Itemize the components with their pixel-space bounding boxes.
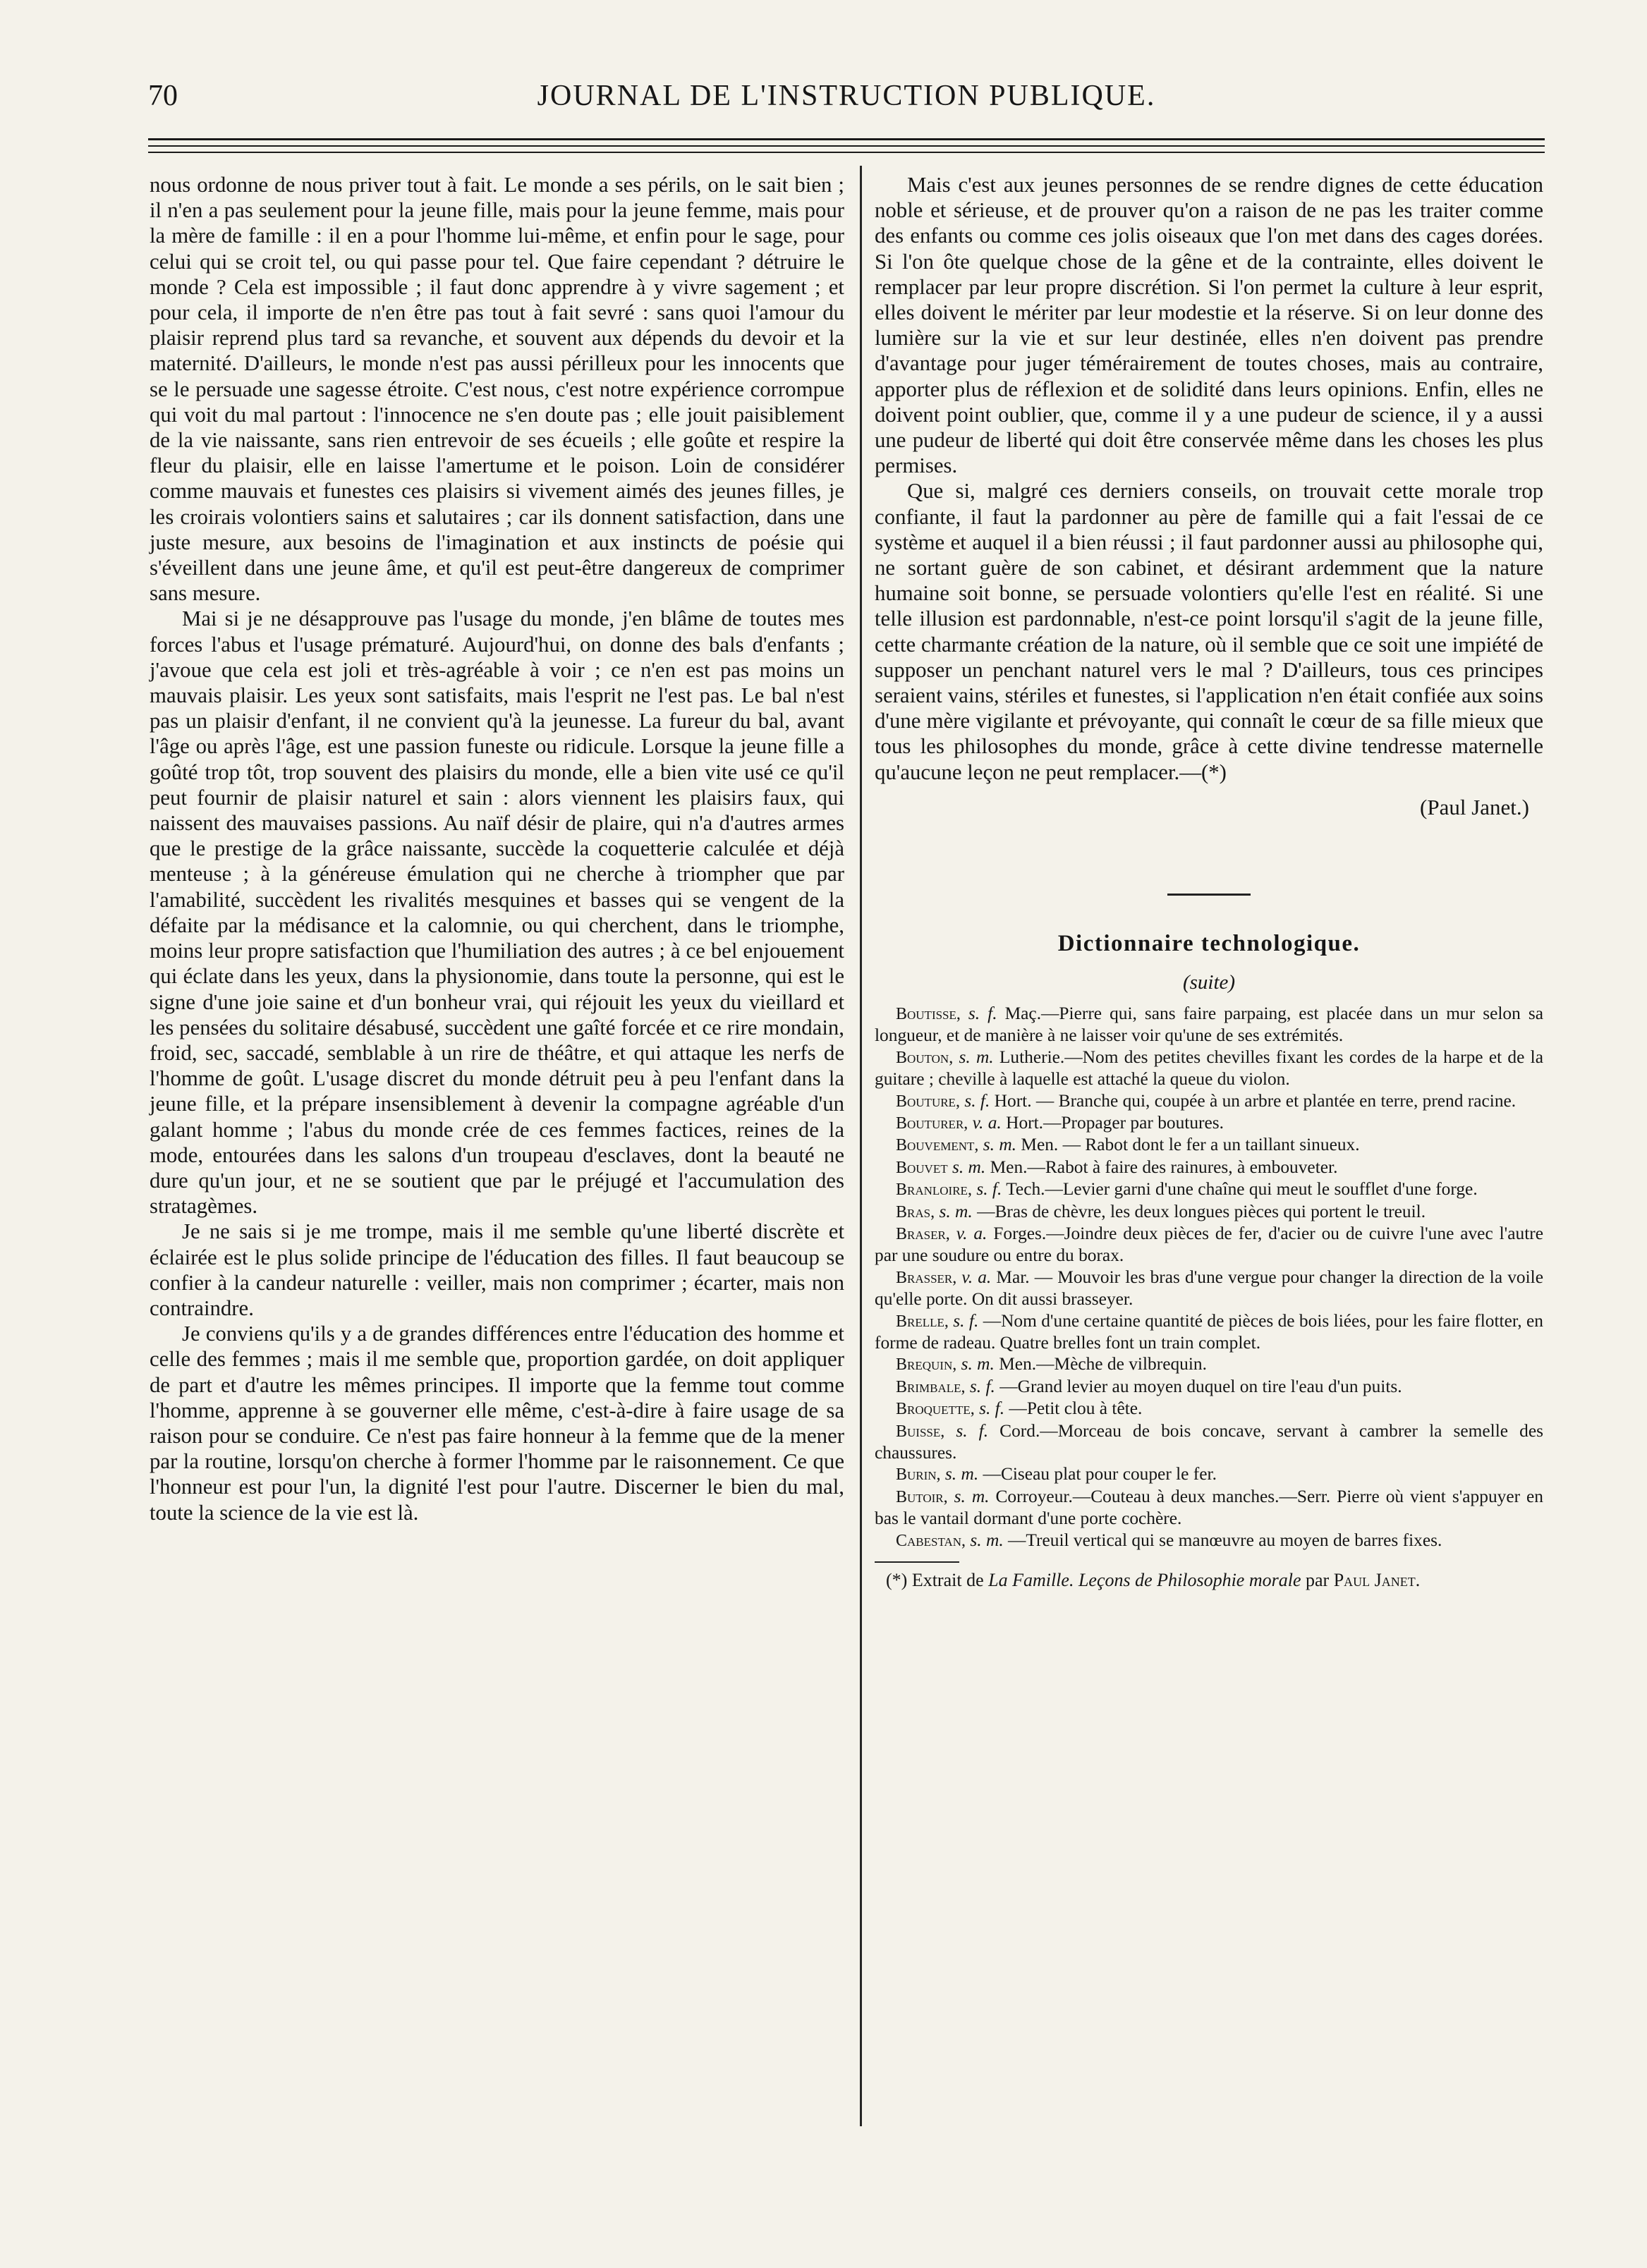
dictionary-entry [875, 1463, 1543, 1485]
section-separator [1167, 894, 1251, 896]
entry-grammar: s. m. [983, 1135, 1017, 1155]
entry-term: Bras, [896, 1202, 935, 1221]
header-rule [148, 152, 1545, 153]
dictionary-entry [875, 1420, 1543, 1464]
dictionary-entries [875, 1003, 1543, 1551]
entry-definition: Maç.—Pierre qui, sans faire parpaing, est placée dans un mur selon sa longueur, et de manière à ne laisser voir qu'une de ses extrémités. [875, 1003, 1543, 1046]
page-header [148, 79, 1545, 121]
paragraph: Mais c'est aux jeunes personnes de se rendre dignes de cette éducation noble et sérieuse, et de prouver qu'on a raison de ne pas les traiter comme des enfants ou comme ces jolis oiseaux que l'on met dans des cages dorées. Si l'on ôte quelque chose de la gêne et de la contrainte, elles doivent le remplacer par leur propre discrétion. Si l'on permet la culture à leur esprit, elles doivent le mériter par leur modestie et la réserve. Si on leur donne des lumière sur la vie et sur leur destinée, elles n'en doivent pas prendre d'avantage pour juger témérairement de toutes choses, mais au contraire, apporter plus de réflexion et de solidité dans leurs opinions. Enfin, elles ne doivent point oublier, que, comme il y a une pudeur de science, il y a aussi une pudeur de liberté qui doit être conservée même dans les choses les plus permises. [875, 173, 1543, 478]
entry-definition: Mar. — Mouvoir les bras d'une vergue pour changer la direction de la voile qu'elle porte. On dit aussi brasseyer. [875, 1267, 1543, 1310]
dictionary-subtitle: (suite) [1182, 970, 1236, 994]
entry-grammar: s. m. [959, 1047, 994, 1067]
entry-definition: Men.—Mèche de vilbrequin. [999, 1354, 1207, 1374]
paragraph: nous ordonne de nous priver tout à fait. Le monde a ses périls, on le sait bien ; il n'en a pas seulement pour la jeune fille, mais pour la jeune femme, mais pour la mère de famille : il en a pour l'homme lui-même, et enfin pour le sage, pour celui qui se croit tel, ou qui passe pour tel. Que faire cependant ? détruire le monde ? Cela est impossible ; il faut donc apprendre à y vivre sagement ; et pour cela, il importe de n'en être pas tout à fait sevré : sans quoi l'amour du plaisir reprend plus tard sa revanche, et souvent aux dépends du devoir et la maternité. D'ailleurs, le monde n'est pas aussi périlleux pour les innocents que se le persuade une sagesse étroite. C'est nous, c'est notre expérience corrompue qui voit du mal partout : l'innocence ne s'en doute pas ; elle jouit paisiblement de la vie naissante, sans rien entrevoir de ses écueils ; elle goûte et respire la fleur du plaisir, elle en laisse l'amertume et le poison. Loin de considérer comme mauvais et funestes ces plaisirs si vivement aimés des jeunes filles, je les croirais volontiers sains et salutaires ; car ils donnent satisfaction, dans une juste mesure, aux besoins de l'imagination et aux instincts de poésie qui s'éveillent dans une jeune âme, et qu'il est peut-être dangereux de comprimer sans mesure. [150, 173, 844, 606]
entry-definition: Hort.—Propager par boutures. [1006, 1112, 1224, 1133]
entry-definition: Tech.—Levier garni d'une chaîne qui meut le soufflet d'une forge. [1006, 1179, 1478, 1200]
dictionary-entry [875, 1486, 1543, 1530]
entry-definition: —Nom d'une certaine quantité de pièces de bois liées, pour les faire flotter, en forme de radeau. Quatre brelles font un train complet. [875, 1310, 1543, 1353]
entry-term: Bouturer, [896, 1114, 968, 1133]
dictionary-entry [875, 1530, 1543, 1551]
footnote-work: La Famille. Leçons de Philosophie morale [988, 1570, 1301, 1591]
dictionary-entry [875, 1201, 1543, 1223]
entry-grammar: s. m. [954, 1486, 990, 1506]
entry-grammar: v. a. [972, 1112, 1002, 1133]
entry-grammar: s. f. [979, 1398, 1005, 1419]
entry-grammar: s. m. [961, 1354, 995, 1374]
entry-definition: Men. — Rabot dont le fer a un taillant sinueux. [1021, 1135, 1360, 1155]
paragraph: Que si, malgré ces derniers conseils, on trouvait cette morale trop confiante, il faut la pardonner au père de famille qui a fait l'essai de ce système et auquel il a bien réussi ; il faut pardonner aussi au philosophe qui, ne sortant guère de son cabinet, et désirant ardemment que la nature humaine soit bonne, se persuade volontiers qu'elle l'est en réalité. Si une telle illusion est pardonnable, n'est-ce point lorsqu'il s'agit de la jeune fille, cette charmante création de la nature, où il semble que ce soit une impiété de supposer un penchant naturel vers le mal ? D'ailleurs, tous ces principes seraient vains, stériles et funestes, si l'application n'en était confiée aux soins d'une mère vigilante et prévoyante, qui connaît le cœur de sa fille mieux que tous les philosophes du monde, grâce à cette divine tendresse maternelle qu'aucune leçon ne peut remplacer.—(*) [875, 479, 1543, 784]
entry-term: Braser, [896, 1224, 950, 1243]
entry-term: Bouture, [896, 1092, 960, 1111]
dictionary-entry [875, 1398, 1543, 1420]
paragraph: Mai si je ne désapprouve pas l'usage du monde, j'en blâme de toutes mes forces l'abus et l'usage prématuré. Aujourd'hui, on donne des bals d'enfants ; j'avoue que cela est joli et très-agréable à voir ; ce n'en est pas moins un mauvais plaisir. Les yeux sont satisfaits, mais l'esprit ne l'est pas. Le bal n'est pas un plaisir d'enfant, il ne convient qu'à la jeunesse. La fureur du bal, avant l'âge ou après l'âge, est une passion funeste ou ridicule. Lorsque la jeune fille a goûté trop tôt, trop souvent des plaisirs du monde, elle a bien vite usé ce qu'il peut fournir de plaisir naturel et sain : alors viennent les plaisirs faux, qui naissent des mauvaises passions. Au naïf désir de plaire, qui n'a d'autres armes que le prestige de la grâce naissante, succède la coquetterie calculée et déjà menteuse ; à la généreuse émulation qui ne cherche à triompher que par l'amabilité, succèdent les rivalités mesquines et basses qui se vengent de la défaite par la médisance et la calomnie, ou qui cherchent, dans le triomphe, moins leur propre satisfaction que l'humiliation des autres ; à ce bel enjouement qui éclate dans les yeux, dans la physionomie, dans toute la personne, qui est le signe d'une joie saine et d'un bonheur vrai, qui réjouit les yeux du vieillard et les pensées du solitaire désabusé, succèdent une gaîté forcée et ce rire mondain, froid, sec, saccadé, semblable à un rire de théâtre, et qui attaque les nerfs de l'homme de goût. L'usage discret du monde détruit peu à peu l'enfant dans la jeune fille, et la prépare insensiblement à devenir la compagne agréable d'un galant homme ; l'abus du monde crée de ces femmes factices, reines de la mode, entourées dans les salons d'un troupeau d'esclaves, dont la beauté ne dure qu'un jour, et ne se soutient que par le préjugé et l'accumulation des stratagèmes. [150, 606, 844, 1219]
entry-definition: Forges.—Joindre deux pièces de fer, d'acier ou de cuivre l'une avec l'autre par une soudure ou entre du borax. [875, 1223, 1543, 1266]
entry-grammar: v. a. [956, 1223, 987, 1243]
entry-term: Brelle, [896, 1312, 949, 1331]
footnote [875, 1570, 1543, 1591]
entry-definition: —Petit clou à tête. [1009, 1398, 1143, 1419]
right-column [875, 172, 1543, 1591]
header-rule [148, 145, 1545, 147]
entry-term: Brasser, [896, 1268, 957, 1287]
dictionary-entry [875, 1376, 1543, 1398]
dictionary-entry [875, 1003, 1543, 1047]
paragraph: Je conviens qu'ils y a de grandes différences entre l'éducation des homme et celle des femmes ; mais il me semble que, proportion gardée, on doit appliquer de part et d'autre les mêmes principes. Il importe que la femme tout comme l'homme, apprenne à se gouverner elle même, c'est-à-dire à faire usage de sa raison pour se conduire. Ce n'est pas faire honneur à la femme que de la mener par la routine, lorsqu'on cherche à former l'homme par le raisonnement. Ce que l'honneur est pour l'un, la dignité l'est pour l'autre. Discerner le bien du mal, toute la science de la vie est là. [150, 1322, 844, 1525]
entry-grammar: s. f. [968, 1003, 997, 1023]
entry-grammar: s. f. [964, 1090, 990, 1111]
entry-definition: Cord.—Morceau de bois concave, servant à cambrer la semelle des chaussures. [875, 1420, 1543, 1463]
entry-term: Burin, [896, 1465, 941, 1484]
running-title: JOURNAL DE L'INSTRUCTION PUBLIQUE. [537, 80, 1156, 112]
entry-grammar: s. m. [939, 1201, 973, 1221]
dictionary-entry [875, 1112, 1543, 1134]
footnote-prefix: (*) Extrait de [886, 1570, 984, 1591]
footnote-by: par [1306, 1570, 1330, 1591]
left-column [150, 172, 844, 1525]
entry-grammar: s. f. [956, 1420, 989, 1441]
entry-definition: —Bras de chèvre, les deux longues pièces qui portent le treuil. [977, 1201, 1426, 1221]
dictionary-entry [875, 1223, 1543, 1267]
paragraph: Je ne sais si je me trompe, mais il me semble qu'une liberté discrète et éclairée est le plus solide principe de l'éducation des filles. Il faut beaucoup se confier à la candeur naturelle : veiller, mais non comprimer ; écarter, mais non contraindre. [150, 1219, 844, 1320]
dictionary-title: Dictionnaire technologique. [1057, 930, 1361, 956]
entry-grammar: s. m. [970, 1530, 1004, 1550]
entry-definition: Lutherie.—Nom des petites chevilles fixant les cordes de la harpe et de la guitare ; cheville à laquelle est attaché la queue du violon. [875, 1047, 1543, 1090]
column-divider [860, 166, 862, 2126]
entry-grammar: v. a. [961, 1267, 992, 1287]
dictionary-entry [875, 1157, 1543, 1178]
entry-term: Bouvement, [896, 1136, 979, 1155]
entry-term: Boutisse, [896, 1004, 961, 1023]
dictionary-entry [875, 1353, 1543, 1375]
entry-term: Brimbale, [896, 1377, 966, 1396]
entry-grammar: s. f. [953, 1310, 979, 1331]
entry-grammar: s. m. [952, 1157, 986, 1177]
entry-term: Brequin, [896, 1355, 957, 1374]
page-number: 70 [148, 80, 178, 112]
header-rule [148, 138, 1545, 140]
entry-term: Butoir, [896, 1487, 948, 1506]
entry-term: Broquette, [896, 1400, 975, 1419]
dictionary-entry [875, 1134, 1543, 1156]
entry-definition: —Treuil vertical qui se manœuvre au moyen de barres fixes. [1008, 1530, 1442, 1550]
dictionary-entry [875, 1267, 1543, 1310]
entry-grammar: s. m. [944, 1464, 979, 1484]
entry-term: Buisse, [896, 1422, 945, 1441]
entry-definition: —Ciseau plat pour couper le fer. [983, 1464, 1217, 1484]
entry-definition: —Grand levier au moyen duquel on tire l'eau d'un puits. [999, 1376, 1402, 1396]
entry-term: Cabestan, [896, 1531, 966, 1550]
dictionary-entry [875, 1090, 1543, 1112]
footnote-author: Paul Janet. [1333, 1570, 1421, 1591]
entry-term: Bouton, [896, 1048, 954, 1067]
entry-grammar: s. f. [969, 1376, 995, 1396]
entry-definition: Corroyeur.—Couteau à deux manches.—Serr. Pierre où vient s'appuyer en bas le vantail dormant d'une porte cochère. [875, 1486, 1543, 1529]
dictionary-entry [875, 1310, 1543, 1354]
footnote-rule [875, 1561, 959, 1563]
dictionary-entry [875, 1047, 1543, 1090]
signature: (Paul Janet.) [1420, 794, 1529, 819]
entry-definition: Hort. — Branche qui, coupée à un arbre et plantée en terre, prend racine. [994, 1090, 1517, 1111]
entry-definition: Men.—Rabot à faire des rainures, à embouveter. [990, 1157, 1338, 1177]
entry-term: Branloire, [896, 1181, 972, 1200]
entry-grammar: s. f. [976, 1179, 1002, 1200]
entry-term: Bouvet [896, 1158, 948, 1177]
dictionary-entry [875, 1178, 1543, 1200]
